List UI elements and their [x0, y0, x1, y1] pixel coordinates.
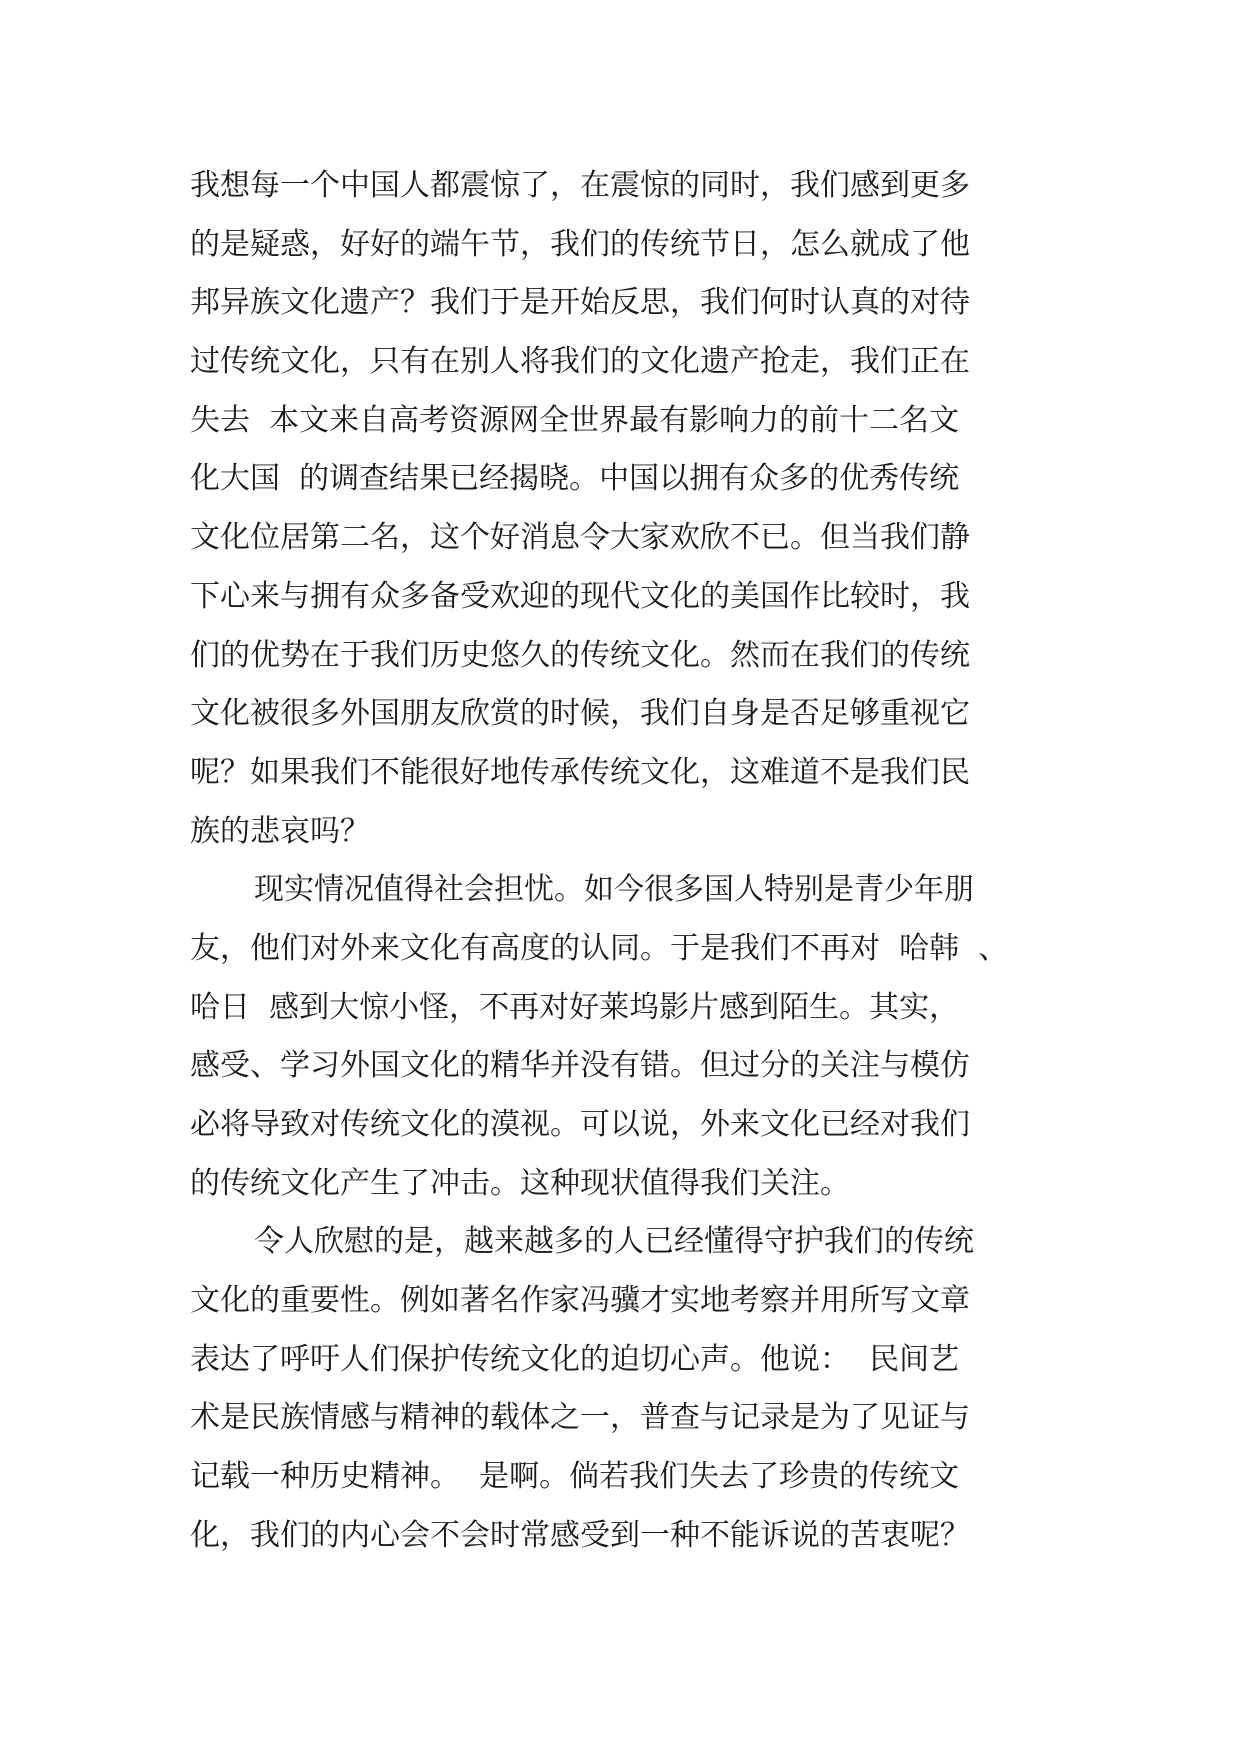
text-line: 感受、学习外国文化的精华并没有错。但过分的关注与模仿 — [190, 1048, 970, 1084]
text-line: 文化位居第二名，这个好消息令大家欢欣不已。但当我们静 — [190, 520, 970, 556]
text-line: 失去 本文来自高考资源网全世界最有影响力的前十二名文 — [190, 402, 960, 438]
paragraph-start-line: 现实情况值得社会担忧。如今很多国人特别是青少年朋 — [254, 872, 974, 908]
text-line: 必将导致对传统文化的漠视。可以说，外来文化已经对我们 — [190, 1107, 970, 1142]
text-line: 化，我们的内心会不会时常感受到一种不能诉说的苦衷呢？ — [190, 1517, 970, 1553]
text-line: 们的优势在于我们历史悠久的传统文化。然而在我们的传统 — [190, 637, 970, 673]
text-line: 呢？如果我们不能很好地传承传统文化，这难道不是我们民 — [190, 754, 970, 790]
text-line: 记载一种历史精神。 是啊。倘若我们失去了珍贵的传统文 — [190, 1459, 960, 1495]
text-line: 下心来与拥有众多备受欢迎的现代文化的美国作比较时，我 — [190, 578, 970, 614]
text-line: 文化的重要性。例如著名作家冯骥才实地考察并用所写文章 — [190, 1283, 970, 1319]
text-line: 族的悲哀吗？ — [190, 813, 370, 849]
text-line: 过传统文化，只有在别人将我们的文化遗产抢走，我们正在 — [190, 344, 970, 380]
text-line: 文化被很多外国朋友欣赏的时候，我们自身是否足够重视它 — [190, 696, 970, 732]
paragraph-start-line: 令人欣慰的是，越来越多的人已经懂得守护我们的传统 — [254, 1224, 974, 1260]
body-text — [190, 157, 1070, 1566]
text-line: 我想每一个中国人都震惊了，在震惊的同时，我们感到更多 — [190, 168, 970, 203]
text-line: 哈日 感到大惊小怪，不再对好莱坞影片感到陌生。其实， — [190, 989, 960, 1025]
text-line: 邦异族文化遗产？我们于是开始反思，我们何时认真的对待 — [190, 285, 970, 321]
text-line: 表达了呼吁人们保护传统文化的迫切心声。他说： 民间艺 — [190, 1341, 960, 1377]
text-line: 的是疑惑，好好的端午节，我们的传统节日，怎么就成了他 — [190, 226, 970, 262]
text-line: 化大国 的调查结果已经揭晓。中国以拥有众多的优秀传统 — [190, 461, 960, 497]
text-line: 术是民族情感与精神的载体之一，普查与记录是为了见证与 — [190, 1400, 970, 1436]
text-line: 友，他们对外来文化有高度的认同。于是我们不再对 哈韩 、 — [190, 930, 1009, 966]
text-line: 的传统文化产生了冲击。这种现状值得我们关注。 — [190, 1165, 850, 1201]
